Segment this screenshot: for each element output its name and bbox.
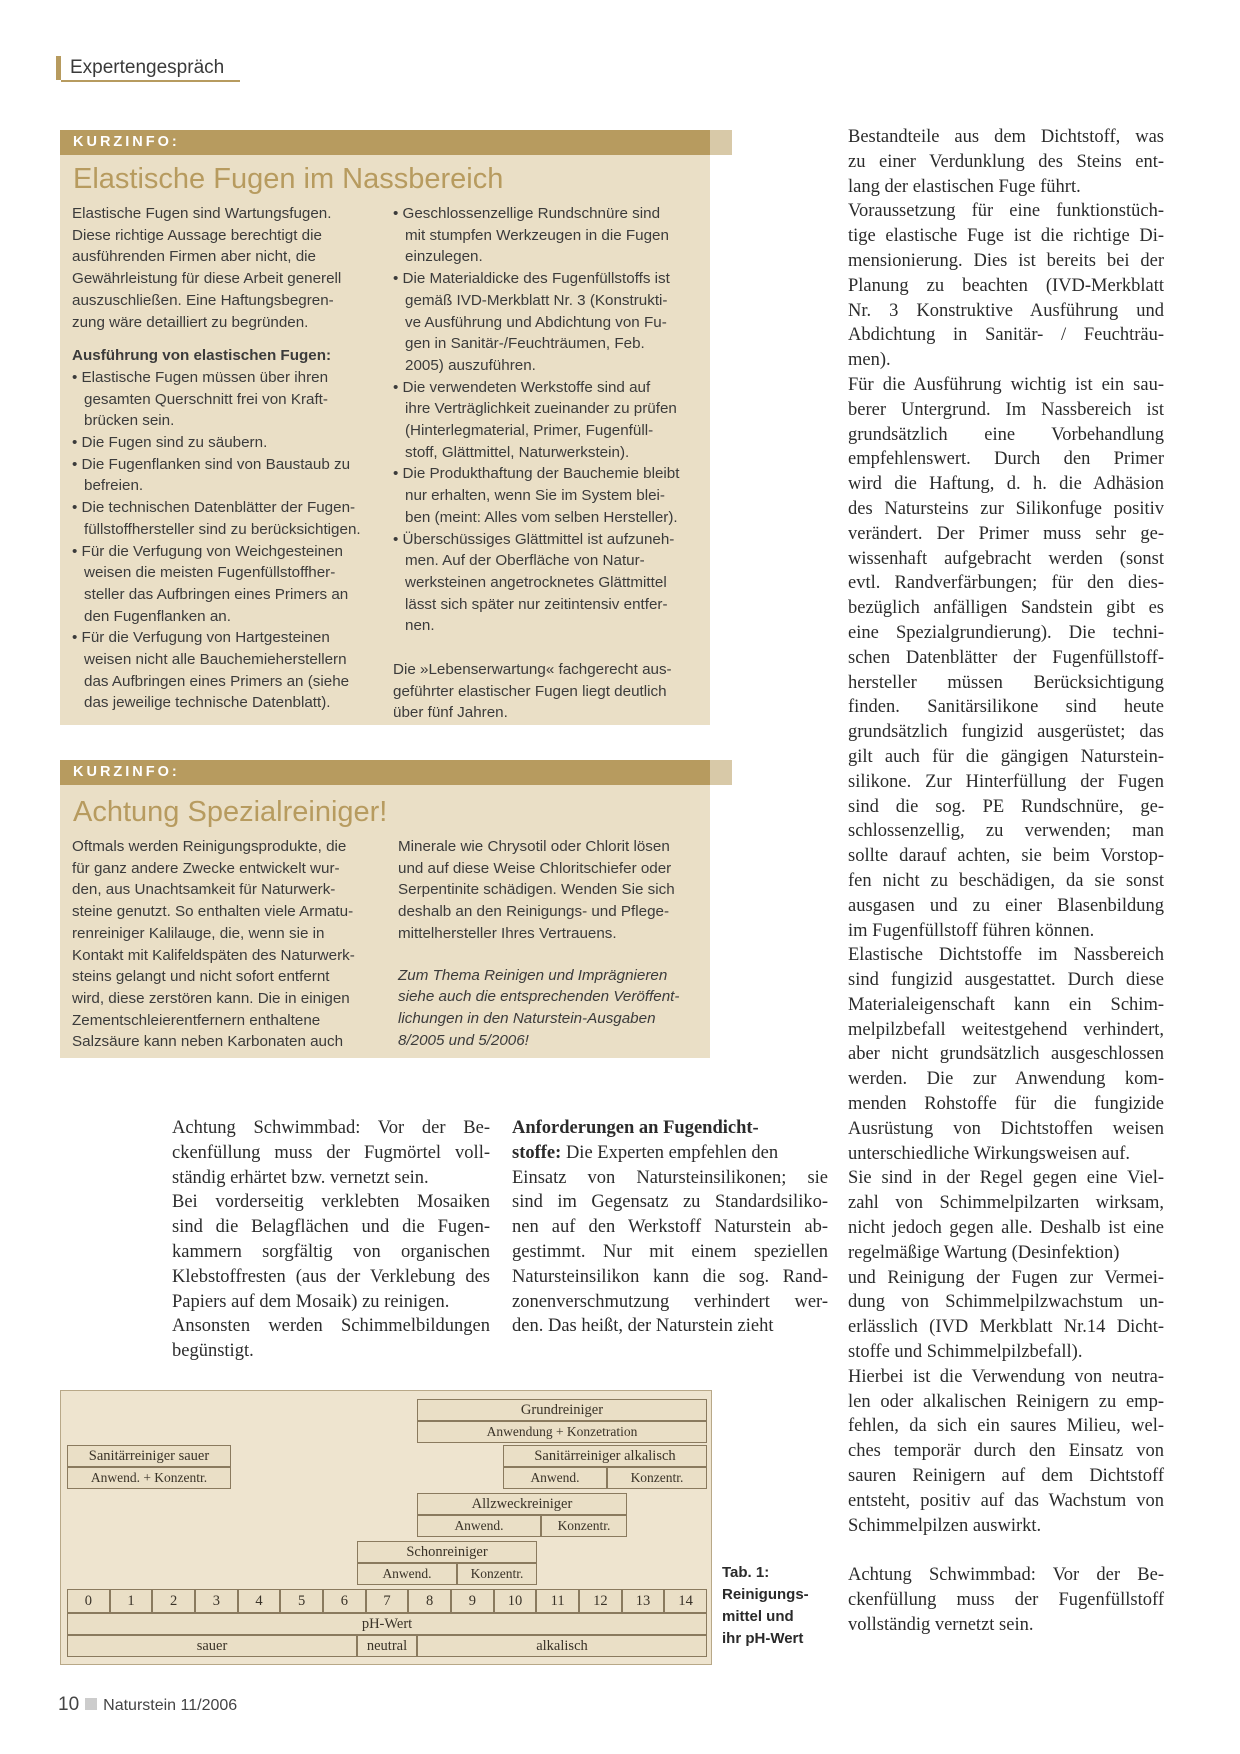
body-line: unterschiedliche Wirkungsweisen auf. [848, 1143, 1130, 1164]
body-line: nen auf den Werkstoff Naturstein ab- [512, 1217, 828, 1238]
bullet-item [393, 203, 705, 268]
intro-line: ausführenden Firmen aber nicht, die [72, 248, 316, 266]
bullet-line: den Fugenflanken an. [84, 607, 231, 625]
left-bullet-list [72, 367, 392, 714]
body-line: grundsätzlich eine Vorbehandlung [848, 424, 1164, 445]
bullet-line: Geschlossenzellige Rundschnüre sind [402, 205, 661, 222]
intro-line: auszuschließen. Eine Haftungsbegren- [72, 291, 334, 309]
info-box-title: Elastische Fugen im Nassbereich [73, 163, 504, 195]
text-line: deshalb an den Reinigungs- und Pflege- [398, 903, 670, 921]
header-rule [61, 80, 240, 82]
table-caption [722, 1562, 809, 1650]
ph-value-cell: 2 [152, 1589, 195, 1613]
body-line: zonenverschmutzung verhindert wer- [512, 1291, 828, 1312]
closing-line: Die »Lebenserwartung« fachgerecht aus- [393, 661, 672, 679]
bullet-line: Die Produkthaftung der Bauchemie bleibt [402, 465, 680, 483]
body-line: nicht jedoch gegen alle. Deshalb ist eine [848, 1218, 1164, 1239]
text-line: steins gelangt und nicht sofort entfernt [72, 968, 330, 986]
bullet-line: weisen die meisten Fugenfüllstoffher- [84, 564, 336, 582]
body-line: Planung zu beachten (IVD-Merkblatt [848, 275, 1164, 296]
text-line: Salzsäure kann neben Karbonaten auch [72, 1033, 344, 1051]
bullet-line: men. Auf der Oberfläche von Natur- [405, 552, 645, 570]
col-b-text [512, 1166, 828, 1340]
body-line: erlässlich (IVD Merkblatt Nr.14 Dicht- [848, 1317, 1164, 1338]
italic-line: 8/2005 und 5/2006! [398, 1031, 529, 1049]
info-box-reiniger [60, 760, 710, 1058]
col-b-heading-end: stoffe: [512, 1142, 562, 1163]
col-c-text [848, 125, 1164, 1538]
allzweckreiniger: Allzweckreiniger [417, 1493, 627, 1515]
subheading: Ausführung von elastischen Fugen: [72, 347, 332, 365]
body-line: vollständig vernetzt sein. [848, 1615, 1034, 1636]
info-box-notch [710, 760, 732, 785]
ph-value-cell: 11 [536, 1589, 579, 1613]
ph-value-cell: 9 [451, 1589, 494, 1613]
body-line: tige elastische Fuge ist die richtige Di- [848, 226, 1164, 247]
bullet-item [393, 529, 705, 638]
body-line: sind die sog. PE Rundschnüre, ge- [848, 796, 1164, 817]
bullet-line: das Aufbringen eines Primers an (siehe [84, 672, 350, 690]
body-line: silikone. Zur Hinterfüllung der Fugen [848, 771, 1164, 792]
body-line: sind fungizid ausgestattet. Durch diese [848, 970, 1164, 991]
body-line: sauren Reinigern auf dem Dichtstoff [848, 1466, 1164, 1487]
body-line: evtl. Randverfärbungen; für den dies- [848, 573, 1164, 594]
ph-value-cell: 5 [280, 1589, 323, 1613]
bullet-item [72, 627, 392, 714]
col-c-end-text [848, 1563, 1164, 1637]
body-line: finden. Sanitärsilikone sind heute [848, 697, 1164, 718]
ph-value-cell: 13 [622, 1589, 665, 1613]
body-line: ständig erhärtet bzw. vernetzt sein. [172, 1167, 429, 1188]
italic-line: Zum Thema Reinigen und Imprägnieren [398, 966, 668, 984]
bullet-line: brücken sein. [84, 412, 175, 430]
text-line: Minerale wie Chrysotil oder Chlorit lösen [398, 838, 670, 855]
zone-sauer: sauer [67, 1635, 357, 1657]
bullet-line: mit stumpfen Werkzeugen in die Fugen [405, 226, 669, 244]
body-line: zu einer Verdunklung des Steins ent- [848, 151, 1164, 172]
body-line: Ansonsten werden Schimmelbildungen [172, 1316, 490, 1337]
body-column-left [172, 1116, 490, 1364]
body-column-middle [512, 1116, 828, 1339]
bullet-line: nen. [405, 617, 435, 635]
ph-value-cell: 1 [110, 1589, 153, 1613]
body-line: Voraussetzung für eine funktionstüch- [848, 201, 1164, 222]
grundreiniger-sub: Anwendung + Konzetration [417, 1421, 707, 1443]
bullet-line: Die Fugen sind zu säubern. [81, 434, 268, 452]
caption-line: ihr pH-Wert [722, 1630, 804, 1647]
info-box-right-column [398, 836, 706, 1051]
body-line: kammern sorgfältig von organischen [172, 1241, 490, 1262]
ph-value-cell: 3 [195, 1589, 238, 1613]
italic-line: siehe auch die entsprechenden Veröffent- [398, 988, 680, 1006]
right-bullet-list [393, 203, 705, 637]
body-line: schen Datenblätter der Fugenfüllstoff- [848, 647, 1164, 668]
body-line: Hierbei ist die Verwendung von neutra- [848, 1366, 1164, 1387]
bullet-line: Die Materialdicke des Fugenfüllstoffs ist [402, 270, 670, 288]
bullet-line: nur erhalten, wenn Sie im System blei- [405, 487, 665, 505]
body-line: stoffe und Schimmelpilzbefall). [848, 1342, 1083, 1363]
body-line: den. Das heißt, der Naturstein zieht [512, 1316, 774, 1337]
bullet-line: Überschüssiges Glättmittel ist aufzuneh- [402, 530, 675, 548]
bullet-line: Für die Verfugung von Hartgesteinen [81, 629, 330, 647]
bullet-line: lässt sich später nur zeitintensiv entfer- [405, 595, 668, 613]
text-line: Serpentinite schädigen. Wenden Sie sich [398, 881, 675, 899]
body-line: ches temporär durch den Einsatz von [848, 1441, 1164, 1462]
bullet-line: Elastische Fugen müssen über ihren [81, 368, 329, 386]
sanitaerreiniger-sauer-sub: Anwend. + Konzentr. [67, 1467, 231, 1489]
bullet-line: Die technischen Datenblätter der Fugen- [81, 499, 356, 517]
body-line: ausgasen und zu einer Blasenbildung [848, 895, 1164, 916]
body-line: hersteller müssen Berücksichtigung [848, 672, 1164, 693]
sanitaerreiniger-alkalisch-konzentration: Konzentr. [607, 1467, 707, 1489]
body-line: Nr. 3 Konstruktive Ausführung und [848, 300, 1164, 321]
right-text [398, 836, 706, 945]
ph-value-cell: 0 [67, 1589, 110, 1613]
body-line: dung von Schimmelpilzwachstum un- [848, 1292, 1164, 1313]
italic-line: lichungen in den Naturstein-Ausgaben [398, 1009, 656, 1027]
text-line: Oftmals werden Reinigungsprodukte, die [72, 838, 347, 855]
body-line: sind im Gegensatz zu Standardsiliko- [512, 1192, 828, 1213]
caption-line: Tab. 1: [722, 1564, 770, 1581]
ph-value-cell: 4 [238, 1589, 281, 1613]
ph-value-cell: 10 [494, 1589, 537, 1613]
zone-neutral: neutral [357, 1635, 417, 1657]
body-line: Natursteinsilikon kann die sog. Rand- [512, 1266, 828, 1287]
body-line: Einsatz von Natursteinsilikonen; sie [512, 1167, 828, 1188]
bullet-line: Für die Verfugung von Weichgesteinen [81, 542, 343, 560]
info-box-notch [710, 130, 732, 155]
bullet-item [393, 268, 705, 377]
intro-line: Gewährleistung für diese Arbeit generell [72, 270, 342, 288]
body-line: gestimmt. Nur mit einem speziellen [512, 1241, 828, 1262]
body-line: menden Rohstoffe für die fungizide [848, 1094, 1164, 1115]
bullet-line: gesamten Querschnitt frei von Kraft- [84, 390, 328, 408]
bullet-line: gemäß IVD-Merkblatt Nr. 3 (Konstrukti- [405, 291, 668, 309]
section-header [56, 56, 240, 80]
bullet-line: Die Fugenflanken sind von Baustaub zu [81, 455, 351, 473]
schonreiniger-anwendung: Anwend. [357, 1563, 457, 1585]
body-line: wird die Haftung, d. h. die Adhäsion [848, 474, 1164, 495]
bullet-item [72, 454, 392, 497]
info-box-left-column [72, 836, 392, 1053]
body-line: und Reinigung der Fugen zur Vermei- [848, 1267, 1164, 1288]
closing-line: über fünf Jahren. [393, 704, 508, 722]
bullet-line: das jeweilige technische Datenblatt). [84, 694, 331, 712]
sanitaerreiniger-alkalisch: Sanitärreiniger alkalisch [503, 1445, 707, 1467]
text-line: wird, diese zerstören kann. Die in einigen [72, 989, 350, 1007]
col-b-heading: Anforderungen an Fugendicht- [512, 1118, 759, 1138]
text-line: und auf diese Weise Chloritschiefer oder [398, 859, 672, 877]
ph-value-cell: 14 [664, 1589, 707, 1613]
header-accent [56, 56, 61, 80]
bullet-item [393, 463, 705, 528]
body-line: Ausrüstung von Dichtstoffen weisen [848, 1118, 1164, 1139]
text-line: steine genutzt. So enthalten viele Armatu- [72, 903, 354, 921]
caption-line: mittel und [722, 1608, 794, 1625]
info-box-fugen [60, 130, 710, 725]
bullet-line: ve Ausführung und Abdichtung von Fu- [405, 313, 667, 331]
info-box-left-column [72, 203, 392, 714]
left-text [72, 836, 392, 1053]
body-line: im Fugenfüllstoff führen können. [848, 920, 1095, 941]
body-line: wissenhaft aufgebracht werden (sonst [848, 548, 1164, 569]
bullet-line: ben (meint: Alles vom selben Hersteller). [405, 508, 678, 526]
intro-text [72, 203, 392, 333]
body-line: entsteht, positiv auf das Wachstum von [848, 1490, 1164, 1511]
body-line: schlossenzellig, zu verwenden; man [848, 821, 1164, 842]
body-line: gilt auch für die gängigen Naturstein- [848, 746, 1164, 767]
bullet-line: gen in Sanitär-/Feuchträumen, Feb. [405, 335, 645, 353]
bullet-item [72, 432, 392, 454]
body-line: Achtung Schwimmbad: Vor der Be- [172, 1118, 490, 1138]
text-line: für ganz andere Zwecke entwickelt wur- [72, 859, 340, 877]
body-line: bezüglich anfälligen Sandstein gibt es [848, 598, 1164, 619]
body-line: berer Untergrund. Im Nassbereich ist [848, 399, 1164, 420]
body-line: fen nicht zu beschädigen, da sie sonst [848, 870, 1164, 891]
info-box-right-column [393, 203, 705, 724]
body-line: melpilzbefall weitestgehend verhindert, [848, 1019, 1164, 1040]
text-line: renreiniger Kalilauge, die, wenn sie in [72, 924, 325, 942]
grundreiniger: Grundreiniger [417, 1399, 707, 1421]
ph-value-cell: 7 [366, 1589, 409, 1613]
page-footer [58, 1694, 237, 1716]
closing-text [393, 659, 705, 724]
closing-line: geführter elastischer Fugen liegt deutlich [393, 682, 667, 700]
zone-alkalisch: alkalisch [417, 1635, 707, 1657]
bullet-item [72, 497, 392, 540]
italic-note [398, 965, 706, 1052]
bullet-item [72, 541, 392, 628]
allzweckreiniger-anwendung: Anwend. [417, 1515, 541, 1537]
body-line: Für die Ausführung wichtig ist ein sau- [848, 374, 1164, 395]
caption-line: Reinigungs- [722, 1586, 809, 1603]
body-line: Abdichtung in Sanitär- / Feuchträu- [848, 325, 1164, 346]
body-line: len oder alkalischen Reinigern zu emp- [848, 1391, 1164, 1412]
text-line: Kontakt mit Kalifeldspäten des Naturwerk- [72, 946, 355, 964]
body-line: mensionierung. Dies ist bereits bei der [848, 250, 1164, 271]
body-line: Sie sind in der Regel gegen eine Viel- [848, 1168, 1164, 1189]
body-line: verändert. Der Primer muss sehr ge- [848, 523, 1164, 544]
footer-square-icon [85, 1698, 97, 1710]
text-line: den, aus Unachtsamkeit für Naturwerk- [72, 881, 336, 899]
ph-value-cell: 6 [323, 1589, 366, 1613]
body-line: Materialeigenschaft kann ein Schim- [848, 994, 1164, 1015]
info-box-title: Achtung Spezialreiniger! [73, 796, 388, 828]
bullet-line: (Hinterlegmaterial, Primer, Fugenfüll- [405, 422, 654, 440]
text-line: Zementschleierentfernern enthaltene [72, 1011, 321, 1029]
ph-label: pH-Wert [67, 1613, 707, 1635]
body-line: lang der elastischen Fuge führt. [848, 176, 1081, 197]
body-line: des Natursteins zur Silikonfuge positiv [848, 498, 1164, 519]
ph-value-cell: 8 [408, 1589, 451, 1613]
body-line: ckenfüllung muss der Fugmörtel voll- [172, 1142, 490, 1163]
body-column-right [848, 125, 1164, 1638]
intro-line: zung wäre detailliert zu begründen. [72, 313, 309, 331]
body-line: zahl von Schimmelpilzarten wirksam, [848, 1193, 1164, 1214]
bullet-item [393, 377, 705, 464]
ph-value-cell: 12 [579, 1589, 622, 1613]
body-line: sollte darauf achten, sie beim Vorstop- [848, 846, 1164, 867]
bullet-line: 2005) auszuführen. [405, 356, 536, 374]
body-line: fehlen, da sich ein saures Milieu, wel- [848, 1416, 1164, 1437]
bullet-line: füllstoffhersteller sind zu berücksichtigen. [84, 520, 361, 538]
bullet-line: werksteinen angetrocknetes Glättmittel [405, 573, 667, 591]
body-line: Klebstoffresten (aus der Verklebung des [172, 1266, 490, 1287]
body-line: Achtung Schwimmbad: Vor der Be- [848, 1565, 1164, 1586]
schonreiniger: Schonreiniger [357, 1541, 537, 1563]
bullet-line: Die verwendeten Werkstoffe sind auf [402, 378, 651, 396]
body-line: ckenfüllung muss der Fugenfüllstoff [848, 1590, 1164, 1611]
intro-line: Elastische Fugen sind Wartungsfugen. [72, 205, 332, 222]
body-line: sind die Belagflächen und die Fugen- [172, 1217, 490, 1238]
sanitaerreiniger-alkalisch-anwendung: Anwend. [503, 1467, 607, 1489]
page-number: 10 [58, 1694, 80, 1715]
magazine-issue: Naturstein 11/2006 [103, 1697, 238, 1714]
body-line: Bei vorderseitig verklebten Mosaiken [172, 1192, 490, 1213]
bullet-line: weisen nicht alle Bauchemieherstellern [84, 651, 347, 669]
bullet-item [72, 367, 392, 432]
col-b-first-line: Die Experten empfehlen den [561, 1142, 779, 1163]
bullet-line: befreien. [84, 477, 144, 495]
body-line: Schimmelpilzen auswirkt. [848, 1515, 1042, 1536]
body-line: eine Spezialgrundierung). Die techni- [848, 622, 1164, 643]
body-line: grundsätzlich fungizid ausgerüstet; das [848, 722, 1164, 743]
info-box-label: KURZINFO: [60, 760, 710, 785]
bullet-line: ihre Verträglichkeit zueinander zu prüfen [405, 400, 677, 418]
body-line: regelmäßige Wartung (Desinfektion) [848, 1242, 1120, 1263]
intro-line: Diese richtige Aussage berechtigt die [72, 226, 322, 244]
body-line: men). [848, 350, 891, 371]
info-box-label: KURZINFO: [60, 130, 710, 155]
body-line: Papiers auf dem Mosaik) zu reinigen. [172, 1291, 450, 1312]
body-line: aber nicht grundsätzlich ausgeschlossen [848, 1044, 1164, 1065]
ph-table [60, 1390, 712, 1665]
text-line: mittelhersteller Ihres Vertrauens. [398, 924, 617, 942]
body-line: Elastische Dichtstoffe im Nassbereich [848, 945, 1164, 966]
body-line: werden. Die zur Anwendung kom- [848, 1069, 1164, 1090]
body-line: begünstigt. [172, 1341, 254, 1362]
bullet-line: stoff, Glättmittel, Naturwerkstein). [405, 443, 630, 461]
body-line: Bestandteile aus dem Dichtstoff, was [848, 127, 1164, 147]
schonreiniger-konzentration: Konzentr. [457, 1563, 537, 1585]
body-line: empfehlenswert. Durch den Primer [848, 449, 1164, 470]
allzweckreiniger-konzentration: Konzentr. [541, 1515, 627, 1537]
bullet-line: steller das Aufbringen eines Primers an [84, 585, 349, 603]
sanitaerreiniger-sauer: Sanitärreiniger sauer [67, 1445, 231, 1467]
section-title: Expertengespräch [70, 57, 225, 78]
bullet-line: einzulegen. [405, 248, 483, 266]
